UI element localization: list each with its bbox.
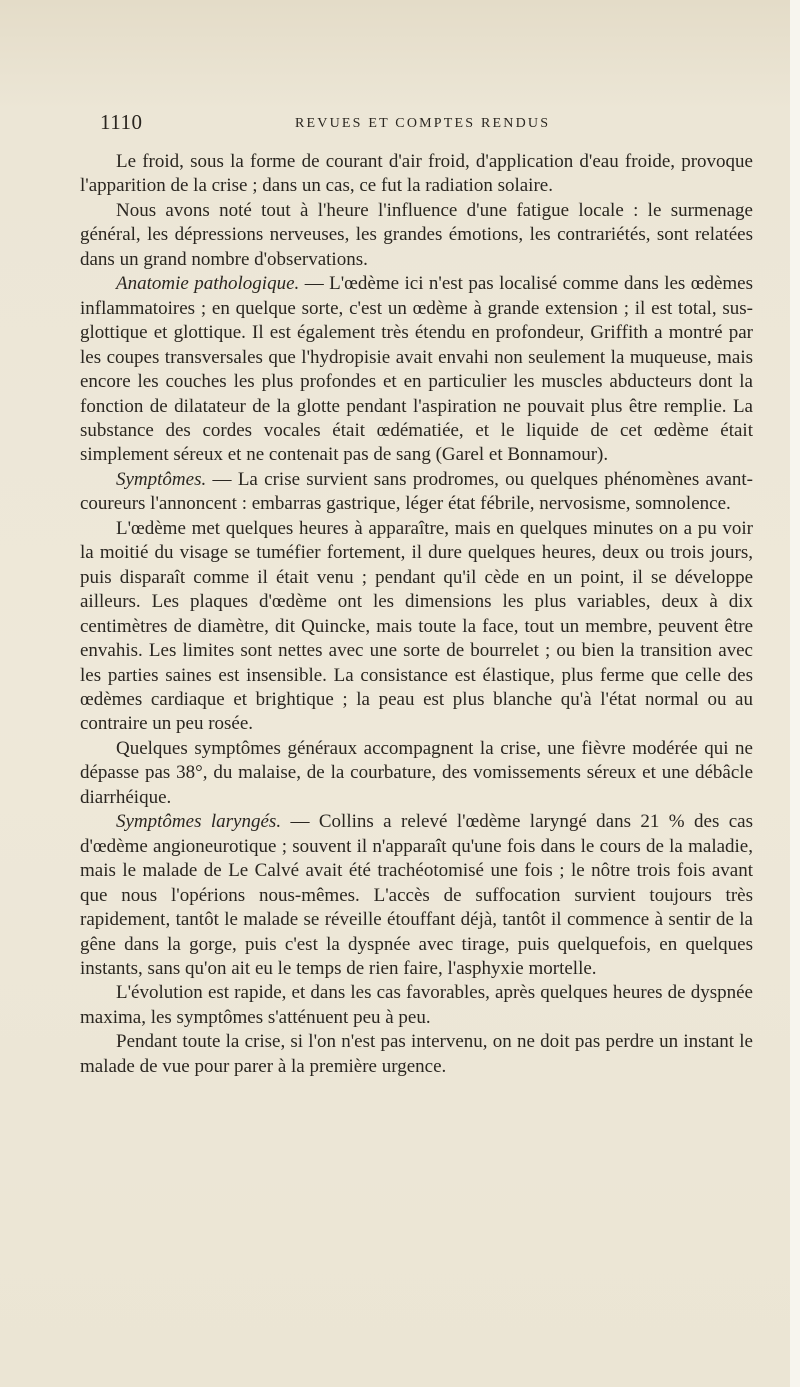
page-edge [790,0,800,1387]
section-heading-anatomie: Anatomie pathologique. [116,273,300,295]
running-title: REVUES ET COMPTES RENDUS [295,116,551,131]
paragraph-text: Nous avons noté tout à l'heure l'influence d'une fatigue locale : le surmenage général, les dépressions nerveuses, les grandes émotions, les contrariétés, sont relatées dans un grand nombre d'observations. [80,199,753,270]
section-heading-laryngés: Symptômes laryngés. [116,811,282,833]
paragraph-oedeme [80,517,753,737]
paragraph-text: L'évolution est rapide, et dans les cas favorables, après quelques heures de dyspnée maxima, les symptômes s'atténuent peu à peu. [80,982,753,1028]
paragraph-generaux [80,737,753,810]
paragraph-text: Quelques symptômes généraux accompagnent la crise, une fièvre modérée qui ne dépasse pas 38°, du malaise, de la courbature, des vomissements séreux et une débâcle diarrhéique. [80,737,753,808]
paragraph-text: L'œdème met quelques heures à apparaître, mais en quelques minutes on a pu voir la moitié du visage se tuméfier fortement, il dure quelques heures, deux ou trois jours, puis disparaît comme il était venu ; pendant qu'il cède en un point, il se développe ailleurs. Les plaques d'œdème ont les dimensions les plus variables, deux à dix centimètres de diamètre, dit Quincke, mais toute la face, tout un membre, peuvent être envahis. Les limites sont nettes avec une sorte de bourrelet ; ou bien la transition avec les parties saines est insensible. La consistance est élastique, plus ferme que celle des œdèmes cardiaque et brightique ; la peau est plus blanche qu'à l'état normal ou au contraire un peu rosée. [80,517,753,735]
paragraph-text: — Collins a relevé l'œdème laryngé dans 21 % des cas d'œdème angioneurotique ; souvent il n'apparaît qu'une fois dans le cours de la maladie, mais le malade de Le Calvé avait été trachéotomisé une fois ; le nôtre trois fois avant que nous l'opérions nous-mêmes. L'accès de suffocation survient toujours très rapidement, tantôt le malade se réveille étouffant déjà, tantôt il commence à sentir de la gêne dans la gorge, puis c'est la dyspnée avec tirage, puis quelquefois, en quelques instants, sans qu'on ait eu le temps de rien faire, l'asphyxie mortelle. [80,811,753,979]
paragraph-laryngés [80,810,753,981]
paragraph-text: — L'œdème ici n'est pas localisé comme dans les œdèmes inflammatoires ; en quelque sorte, c'est un œdème à grande extension ; il est total, sus-glottique et glottique. Il est également très étendu en profondeur, Griffith a montré par les coupes transversales que l'hydropisie avait envahi non seulement la muqueuse, mais encore les couches les plus profondes et en particulier les muscles abducteurs dont la fonction de dilatateur de la glotte pendant l'aspiration ne pouvait plus être remplie. La substance des cordes vocales était œdématiée, et le liquide de cet œdème était simplement séreux et ne contenait pas de sang (Garel et Bonnamour). [80,273,754,466]
paragraph-anatomie [80,272,753,468]
page-number: 1110 [100,110,143,134]
paragraph-crise [80,1030,753,1079]
paragraph-froid [80,150,753,199]
paragraph-symptomes [80,468,753,517]
paragraph-fatigue [80,199,753,272]
section-heading-symptomes: Symptômes. [116,468,207,490]
running-header [100,110,752,136]
body-text [80,150,753,1079]
paragraph-text: Le froid, sous la forme de courant d'air froid, d'application d'eau froide, provoque l'apparition de la crise ; dans un cas, ce fut la radiation solaire. [80,151,753,197]
paragraph-text: Pendant toute la crise, si l'on n'est pas intervenu, on ne doit pas perdre un instant le malade de vue pour parer à la première urgence. [80,1031,753,1077]
paragraph-text: — La crise survient sans prodromes, ou quelques phénomènes avant-coureurs l'annoncent : embarras gastrique, léger état fébrile, nervosisme, somnolence. [80,468,753,515]
paragraph-evolution [80,981,753,1030]
